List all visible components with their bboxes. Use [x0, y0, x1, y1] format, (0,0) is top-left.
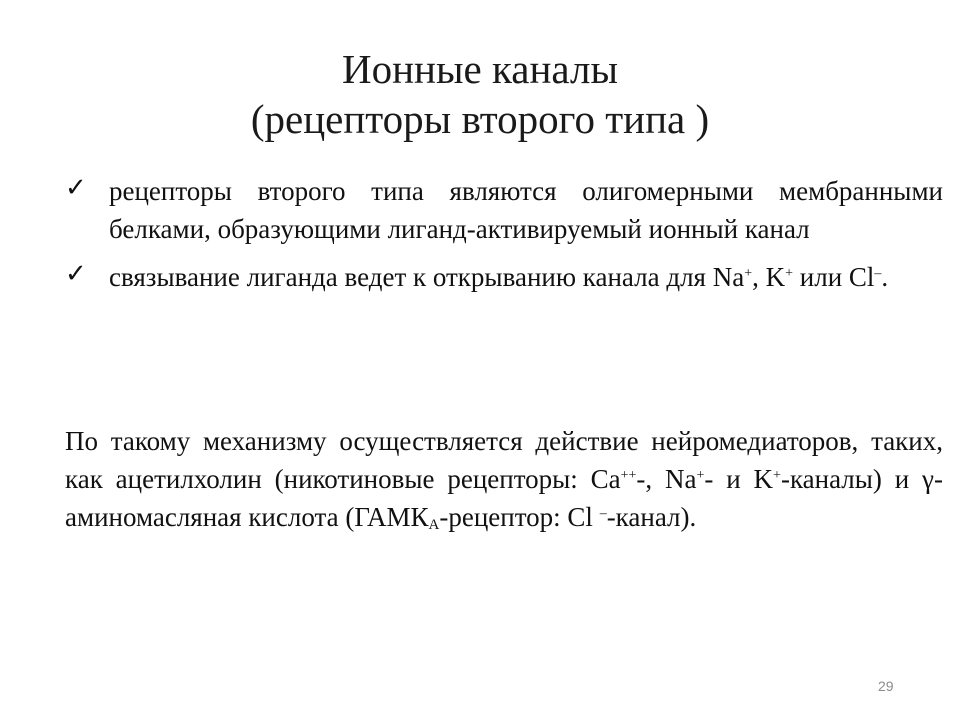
superscript: +	[773, 468, 781, 483]
text-segment: - и K	[704, 464, 774, 494]
page-number: 29	[878, 678, 894, 694]
slide-title	[0, 44, 960, 144]
check-mark-icon: ✓	[65, 173, 87, 203]
bullet-list	[65, 172, 943, 306]
superscript: +	[785, 266, 794, 281]
bullet-item	[65, 258, 943, 296]
text-segment: , K	[752, 262, 786, 292]
title-line-2: (рецепторы второго типа )	[250, 96, 710, 142]
bullet-item	[65, 172, 943, 248]
bullet-text	[109, 262, 888, 292]
title-line-1: Ионные каналы	[342, 46, 618, 92]
bullet-text: рецепторы второго типа являются олигомерными мембранными белками, образующими лиганд-активируемый ионный канал	[109, 176, 943, 244]
superscript: +	[744, 266, 753, 281]
superscript: +	[696, 468, 705, 483]
superscript: ++	[620, 468, 637, 483]
superscript: –	[599, 506, 607, 521]
text-segment: или Cl	[793, 262, 875, 292]
text-segment: .	[881, 262, 889, 292]
text-segment: -, Na	[636, 464, 697, 494]
body-paragraph	[65, 422, 943, 536]
subscript: А	[428, 517, 440, 533]
text-segment: связывание лиганда ведет к открыванию канала для Na	[109, 262, 745, 292]
text-segment: -каналы) и γ-аминомасляная кислота (ГАМК	[65, 464, 943, 532]
check-mark-icon: ✓	[65, 259, 87, 289]
superscript: –	[874, 266, 882, 281]
text-segment: -рецептор: Cl	[439, 502, 600, 532]
text-segment: -канал).	[606, 502, 697, 532]
text-segment: По такому механизму осуществляется действие нейромедиаторов, таких, как ацетилхолин (никотиновые рецепторы: Ca	[65, 426, 943, 494]
